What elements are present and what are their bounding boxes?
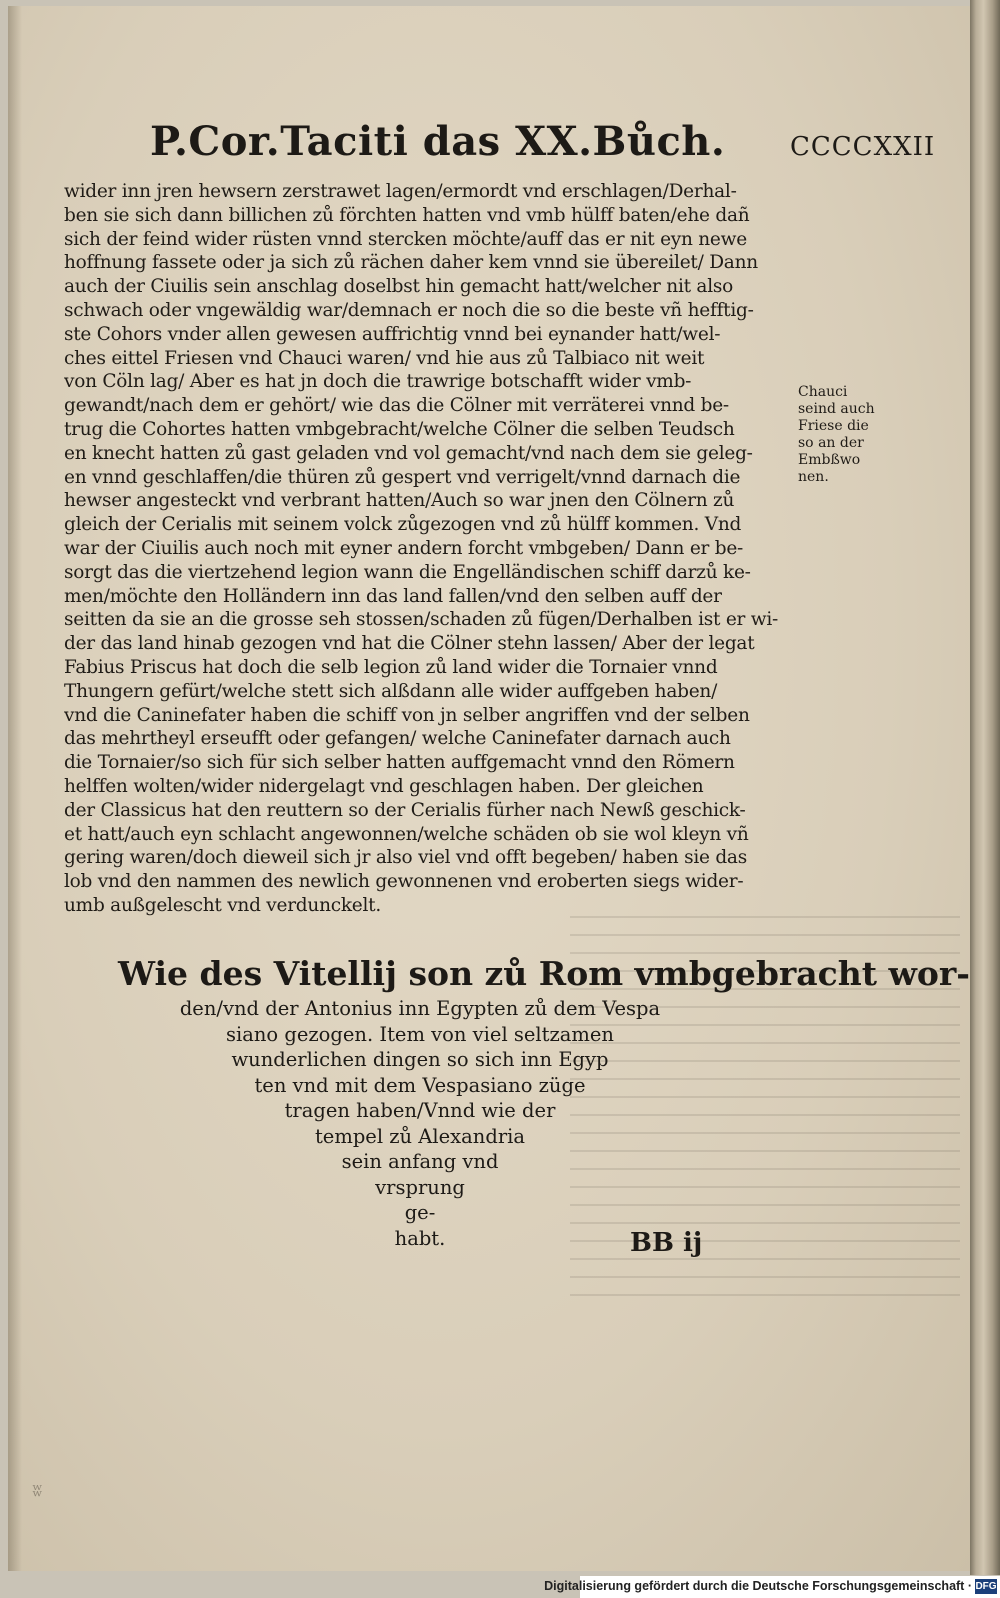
text-line: war der Ciuilis auch noch mit eyner andern forcht vmbgeben/ Dann er be- <box>64 537 744 559</box>
chapter-heading-line: sein anfang vnd <box>341 1150 499 1173</box>
chapter-heading-line: vrsprung <box>375 1175 465 1199</box>
text-line: ches eittel Friesen vnd Chauci waren/ vnd hie aus zů Talbiaco nit weit <box>64 347 705 369</box>
text-line: ben sie sich dann billichen zů förchten hatten vnd vmb hülff baten/ehe dañ <box>64 204 750 226</box>
chapter-heading-line: tempel zů Alexandria <box>314 1124 526 1148</box>
text-line: seitten da sie an die grosse seh stossen/schaden zů fügen/Derhalben ist er wi- <box>64 609 779 631</box>
ink-stain: ʬ <box>32 1480 43 1501</box>
text-line: Fabius Priscus hat doch die selb legion zů land wider die Tornaier vnnd <box>64 656 718 678</box>
text-line: men/möchte den Holländern inn das land fallen/vnd den selben auff der <box>64 585 722 607</box>
page-header <box>150 118 936 178</box>
marginal-note-line: so an der <box>798 435 864 451</box>
chapter-heading <box>100 952 971 1251</box>
text-line: gering waren/doch dieweil sich jr also viel vnd offt begeben/ haben sie das <box>64 847 747 869</box>
running-title: P.Cor.Taciti das XX.Bůch. <box>150 118 726 165</box>
text-line: von Cöln lag/ Aber es hat jn doch die trawrige botschafft wider vmb- <box>64 371 692 393</box>
chapter-heading-line: wunderlichen dingen so sich inn Egyp <box>231 1048 609 1071</box>
text-line: hoffnung fassete oder ja sich zů rächen daher kem vnnd sie übereilet/ Dann <box>64 252 758 274</box>
chapter-heading-line: habt. <box>394 1226 446 1250</box>
marginal-note-line: nen. <box>798 469 829 485</box>
text-line: gewandt/nach dem er gehört/ wie das die Cölner mit verräterei vnnd be- <box>64 395 729 417</box>
text-line: wider inn jren hewsern zerstrawet lagen/ermordt vnd erschlagen/Derhal- <box>64 181 737 202</box>
body-text <box>64 180 792 918</box>
chapter-heading-line: den/vnd der Antonius inn Egypten zů dem Vespa <box>179 997 661 1020</box>
text-line: lob vnd den nammen des newlich gewonnenen vnd eroberten siegs wider- <box>64 871 744 893</box>
footer-credit: Digitalisierung gefördert durch die Deutsche Forschungsgemeinschaft · <box>544 1579 972 1593</box>
text-line: der das land hinab gezogen vnd hat die Cölner stehn lassen/ Aber der legat <box>64 633 755 655</box>
text-line: et hatt/auch eyn schlacht angewonnen/welche schäden ob sie wol kleyn vñ <box>64 823 749 845</box>
text-line: umb außgelescht vnd verdunckelt. <box>64 894 381 916</box>
chapter-heading-line: ten vnd mit dem Vespasiano züge <box>254 1073 586 1097</box>
chapter-heading-line: ge- <box>404 1201 436 1224</box>
text-line: sorgt das die viertzehend legion wann die Engelländischen schiff darzů ke- <box>64 561 751 583</box>
text-line: hewser angesteckt vnd verbrant hatten/Auch so war jnen den Cölnern zů <box>64 490 735 512</box>
text-line: trug die Cohortes hatten vmbgebracht/welche Cölner die selben Teudsch <box>64 418 735 440</box>
text-line: helffen wolten/wider nidergelagt vnd geschlagen haben. Der gleichen <box>64 775 704 797</box>
chapter-heading-line: siano gezogen. Item von viel seltzamen <box>225 1022 614 1046</box>
text-line: vnd die Caninefater haben die schiff von jn selber angriffen vnd der selben <box>64 704 750 726</box>
text-line: der Classicus hat den reuttern so der Cerialis fürher nach Newß geschick- <box>64 799 746 821</box>
chapter-heading-line: tragen haben/Vnnd wie der <box>284 1099 556 1122</box>
text-line: en knecht hatten zů gast geladen vnd vol gemacht/vnd nach dem sie geleg- <box>64 442 753 464</box>
marginal-note-line: Friese die <box>798 418 869 434</box>
footer-bar <box>544 1576 1000 1598</box>
signature-mark: BB ij <box>630 1228 703 1258</box>
text-line: das mehrtheyl erseufft oder gefangen/ welche Caninefater darnach auch <box>64 728 731 750</box>
text-line: sich der feind wider rüsten vnnd stercken möchte/auff das er nit eyn newe <box>64 228 747 250</box>
text-line: en vnnd geschlaffen/die thüren zů gespert vnd verrigelt/vnnd darnach die <box>64 466 741 488</box>
text-line: Thungern gefürt/welche stett sich alßdann alle wider auffgeben haben/ <box>64 680 718 702</box>
text-line: schwach oder vngewäldig war/demnach er noch die so die beste vñ hefftig- <box>64 299 754 321</box>
text-line: ste Cohors vnder allen gewesen auffrichtig vnnd bei eynander hatt/wel- <box>64 323 721 345</box>
marginal-note-line: Embßwo <box>798 452 861 468</box>
marginal-note-line: seind auch <box>798 401 875 417</box>
marginal-note-line: Chauci <box>798 384 848 400</box>
text-line: auch der Ciuilis sein anschlag doselbst hin gemacht hatt/welcher nit also <box>64 276 734 298</box>
dfg-logo-icon: DFG <box>975 1581 997 1592</box>
marginal-note <box>798 384 888 486</box>
chapter-heading-first-line: Wie des Vitellij son zů Rom vmbgebracht wor- <box>118 954 971 993</box>
text-line: die Tornaier/so sich für sich selber hatten auffgemacht vnnd den Römern <box>64 752 735 774</box>
folio-number: CCCCXXII <box>790 132 936 162</box>
page-edge <box>970 0 1000 1575</box>
page-gutter-shadow <box>8 6 22 1571</box>
text-line: gleich der Cerialis mit seinem volck zůgezogen vnd zů hülff kommen. Vnd <box>64 514 742 536</box>
